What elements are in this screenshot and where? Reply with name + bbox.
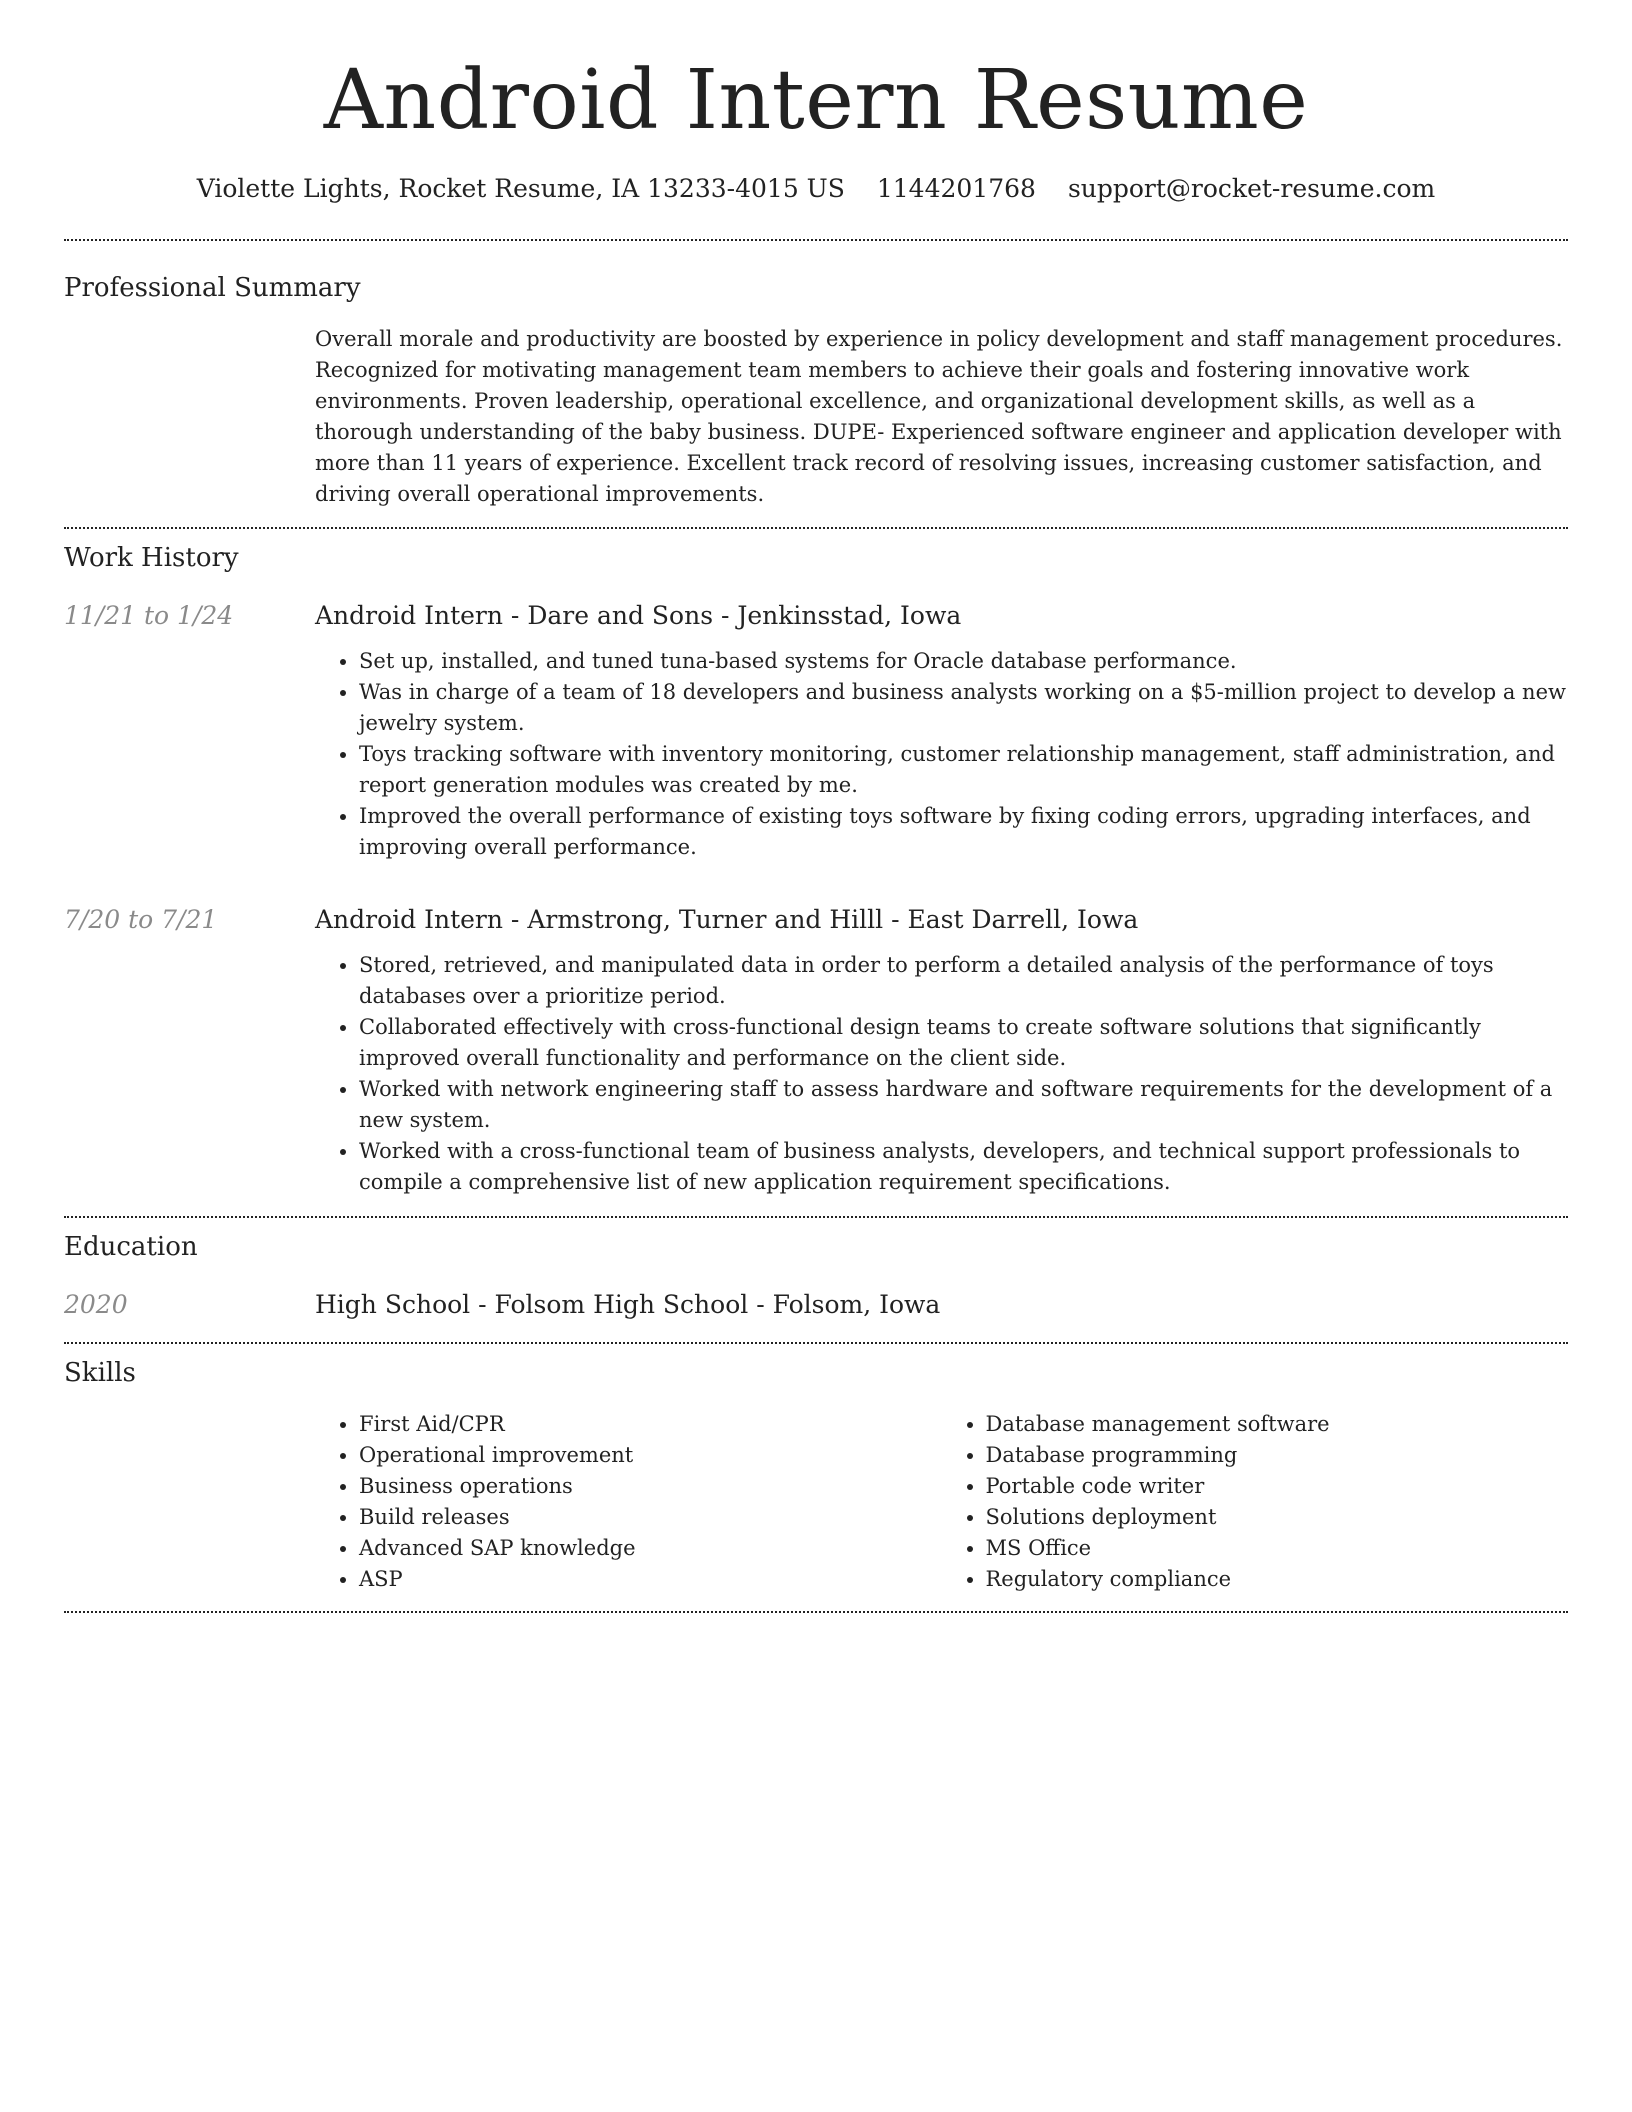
skills-heading: Skills <box>64 1358 136 1388</box>
skills-list-left <box>315 1409 942 1595</box>
divider <box>64 1611 1568 1613</box>
work-heading: Work History <box>64 543 239 573</box>
divider <box>64 1342 1568 1344</box>
skill-item: • ASP <box>359 1564 942 1595</box>
skills-list-right <box>942 1409 1569 1595</box>
contact-email: support@rocket-resume.com <box>1067 174 1436 203</box>
skill-item: • Regulatory compliance <box>986 1564 1569 1595</box>
education-details <box>315 1288 1568 1322</box>
skill-item: • Database programming <box>986 1440 1569 1471</box>
job-bullet: • Set up, installed, and tuned tuna-based systems for Oracle database performance. <box>359 646 1568 677</box>
resume-title: Android Intern Resume <box>323 53 1309 148</box>
education-title: High School - Folsom High School - Folsom, Iowa <box>315 1290 941 1319</box>
contact-address: Violette Lights, Rocket Resume, IA 13233-4015 US <box>196 174 845 203</box>
skill-item: • MS Office <box>986 1533 1569 1564</box>
summary-row <box>64 324 1568 510</box>
job-bullet: • Worked with a cross-functional team of business analysts, developers, and technical support professionals to compile a comprehensive list of new application requirement specifications. <box>359 1136 1568 1198</box>
summary-heading: Professional Summary <box>64 273 361 303</box>
job-dates-col <box>64 903 315 937</box>
skill-item: • Build releases <box>359 1502 942 1533</box>
skill-item: • Advanced SAP knowledge <box>359 1533 942 1564</box>
job-details <box>315 599 1568 863</box>
job-dates: 11/21 to 1/24 <box>64 601 234 630</box>
education-year: 2020 <box>64 1290 128 1319</box>
divider <box>64 527 1568 529</box>
education-entry <box>64 1288 1568 1322</box>
job-bullet: • Collaborated effectively with cross-functional design teams to create software solutions that significantly improved overall functionality and performance on the client side. <box>359 1012 1568 1074</box>
skill-item: • Database management software <box>986 1409 1569 1440</box>
skill-item: • Solutions deployment <box>986 1502 1569 1533</box>
summary-body <box>315 324 1568 510</box>
divider <box>64 239 1568 241</box>
job-bullet: • Was in charge of a team of 18 developers and business analysts working on a $5-million project to develop a new jewelry system. <box>359 677 1568 739</box>
job-dates-col <box>64 599 315 633</box>
job-bullets <box>315 646 1568 863</box>
divider <box>64 1216 1568 1218</box>
skill-item: • Business operations <box>359 1471 942 1502</box>
job-entry <box>64 903 1568 1198</box>
skill-item: • First Aid/CPR <box>359 1409 942 1440</box>
job-bullet: • Stored, retrieved, and manipulated data in order to perform a detailed analysis of the performance of toys databases over a prioritize period. <box>359 950 1568 1012</box>
job-title: Android Intern - Dare and Sons - Jenkinsstad, Iowa <box>315 601 962 630</box>
job-dates: 7/20 to 7/21 <box>64 905 218 934</box>
summary-section <box>64 271 1568 510</box>
contact-phone: 1144201768 <box>876 174 1036 203</box>
work-section <box>64 541 1568 1198</box>
job-title: Android Intern - Armstrong, Turner and Hilll - East Darrell, Iowa <box>315 905 1139 934</box>
job-bullets <box>315 950 1568 1198</box>
job-details <box>315 903 1568 1198</box>
skills-grid <box>315 1409 1568 1595</box>
education-year-col <box>64 1288 315 1322</box>
job-bullet: • Worked with network engineering staff to assess hardware and software requirements for the development of a new system. <box>359 1074 1568 1136</box>
skills-section <box>64 1356 1568 1595</box>
job-bullet: • Improved the overall performance of existing toys software by fixing coding errors, upgrading interfaces, and improving overall performance. <box>359 801 1568 863</box>
job-entry <box>64 599 1568 863</box>
skill-item: • Operational improvement <box>359 1440 942 1471</box>
education-section <box>64 1230 1568 1322</box>
skills-row <box>64 1409 1568 1595</box>
job-bullet: • Toys tracking software with inventory monitoring, customer relationship management, staff administration, and report generation modules was created by me. <box>359 739 1568 801</box>
summary-text: Overall morale and productivity are boosted by experience in policy development and staff management procedures. Recognized for motivating management team members to achieve their goals and fostering innovative work environments. Proven leadership, operational excellence, and organizational development skills, as well as a thorough understanding of the baby business. DUPE- Experienced software engineer and application developer with more than 11 years of experience. Excellent track record of resolving issues, increasing customer satisfaction, and driving overall operational improvements. <box>315 327 1563 506</box>
education-heading: Education <box>64 1232 198 1262</box>
skill-item: • Portable code writer <box>986 1471 1569 1502</box>
contact-info <box>64 172 1568 206</box>
